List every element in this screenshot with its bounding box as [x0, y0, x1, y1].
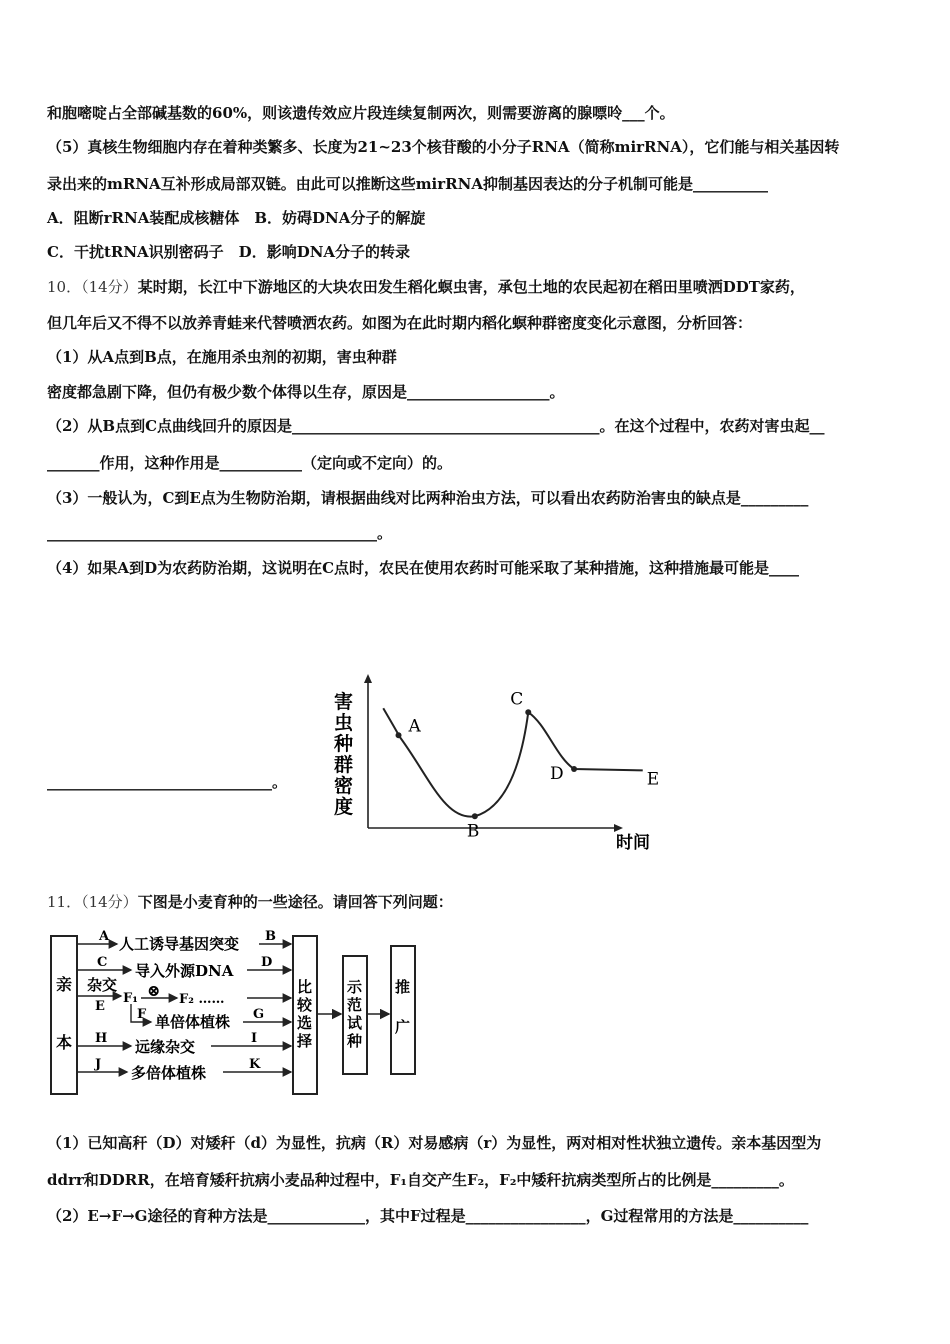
- q10-sub4-a: （4）如果A到D为农药防治期，这说明在C点时，农民在使用农药时可能采取了某种措施，这种措施最可能是____: [47, 559, 800, 577]
- point-b: [472, 813, 478, 819]
- compare-char-2: 较: [297, 996, 313, 1014]
- compare-char-4: 择: [297, 1032, 313, 1050]
- letter-j: J: [95, 1057, 102, 1072]
- demo-char-3: 试: [347, 1014, 363, 1032]
- q10-line-2: 但几年后又不得不以放养青蛙来代替喷洒农药。如图为在此时期内稻化螟种群密度变化示意图，分析回答：: [47, 314, 753, 332]
- q10-sub3-a: （3）一般认为，C到E点为生物防治期，请根据曲线对比两种治虫方法，可以看出农药防治害虫的缺点是_________: [47, 489, 809, 507]
- point-label-d: D: [550, 764, 564, 784]
- point-c: [525, 709, 531, 715]
- f1-label: F₁: [123, 991, 138, 1006]
- f2-label: F₂ ……: [179, 992, 225, 1007]
- promote-char-1: 推: [395, 978, 411, 996]
- q10-sub2-b: _______作用，这种作用是___________（定向或不定向）的。: [47, 454, 453, 472]
- q11-number: 11．（14分）: [47, 893, 138, 911]
- q11-sub1-a: （1）已知高秆（D）对矮秆（d）为显性，抗病（R）对易感病（r）为显性，两对相对性状独立遗传。亲本基因型为: [47, 1134, 822, 1152]
- option-cd: C．干扰tRNA识别密码子 D．影响DNA分子的转录: [47, 243, 411, 261]
- q10-sub4-b: ______________________________。: [47, 773, 288, 791]
- point-label-c: C: [510, 689, 524, 710]
- q10-number: 10．（14分）: [47, 278, 138, 296]
- q10-line-1: 10．（14分）某时期，长江中下游地区的大块农田发生稻化螟虫害，承包土地的农民起初在稻田里喷洒DDT家药，: [47, 278, 805, 296]
- letter-d: D: [261, 955, 273, 970]
- y-axis-label-char: 密: [334, 775, 354, 797]
- q10-sub1-a: （1）从A点到B点，在施用杀虫剂的初期，害虫种群: [47, 348, 397, 366]
- letter-b: B: [265, 929, 276, 944]
- q11-sub1-b: ddrr和DDRR，在培育矮秆抗病小麦品种过程中，F₁自交产生F₂，F₂中矮秆抗病类型所占的比例是_________。: [47, 1171, 794, 1189]
- parent-char-2: 本: [56, 1033, 73, 1052]
- y-axis-label: [333, 690, 353, 818]
- letter-h: H: [95, 1031, 108, 1046]
- parent-box: [51, 936, 77, 1094]
- curve-points: [396, 689, 660, 841]
- letter-i: I: [251, 1031, 258, 1046]
- path6-label: 多倍体植株: [131, 1064, 207, 1082]
- y-axis-label-char: 害: [334, 691, 354, 713]
- x-axis-label: 时间: [616, 833, 650, 853]
- path3-label: 杂交: [87, 976, 118, 994]
- text-line-2: （5）真核生物细胞内存在着种类繁多、长度为21~23个核苷酸的小分子RNA（简称mirRNA），它们能与相关基因转: [47, 138, 840, 156]
- point-a: [396, 732, 402, 738]
- compare-char-3: 选: [297, 1014, 313, 1032]
- q10-sub2-a: （2）从B点到C点曲线回升的原因是_________________________________________。在这个过程中，农药对害虫起__: [47, 417, 825, 435]
- selfing-icon: ⊗: [147, 981, 161, 1000]
- letter-f: F: [137, 1007, 147, 1022]
- option-ab: A．阻断rRNA装配成核糖体 B．妨碍DNA分子的解旋: [47, 209, 426, 227]
- density-curve: [383, 708, 642, 816]
- letter-g: G: [253, 1007, 265, 1022]
- demo-char-4: 种: [347, 1032, 363, 1050]
- pest-density-chart: [328, 668, 668, 853]
- y-axis-label-char: 群: [334, 754, 354, 776]
- y-axis-label-char: 度: [334, 796, 354, 818]
- promote-box: [391, 946, 415, 1074]
- q10-sub1-b: 密度都急剧下降，但仍有极少数个体得以生存，原因是___________________。: [47, 383, 565, 401]
- letter-c: C: [97, 955, 108, 970]
- letter-a: A: [99, 929, 110, 944]
- text-line-3: 录出来的mRNA互补形成局部双链。由此可以推断这些mirRNA抑制基因表达的分子机制可能是__________: [47, 175, 768, 193]
- point-label-b: B: [466, 821, 480, 842]
- path1-label: 人工诱导基因突变: [119, 935, 240, 953]
- point-d: [571, 766, 577, 772]
- point-label-a: A: [408, 716, 421, 737]
- text-line-1: 和胞嘧啶占全部碱基数的60%，则该遗传效应片段连续复制两次，则需要游离的腺嘌呤___个。: [47, 104, 675, 122]
- demo-char-2: 范: [347, 996, 363, 1014]
- q11-line: 11．（14分）下图是小麦育种的一些途径。请回答下列问题：: [47, 893, 453, 911]
- promote-char-2: 广: [395, 1018, 411, 1036]
- y-axis-label-char: 虫: [334, 712, 354, 734]
- q11-sub2: （2）E→F→G途径的育种方法是_____________，其中F过程是________________，G过程常用的方法是__________: [47, 1207, 809, 1225]
- q10-sub3-b: ____________________________________________。: [47, 524, 393, 542]
- letter-k: K: [249, 1057, 261, 1072]
- y-axis-label-char: 种: [334, 733, 354, 755]
- path4-label: 单倍体植株: [155, 1013, 231, 1031]
- path2-label: 导入外源DNA: [135, 962, 234, 980]
- parent-char-1: 亲: [56, 975, 73, 994]
- compare-char-1: 比: [297, 978, 313, 996]
- demo-char-1: 示: [347, 978, 363, 996]
- y-axis-arrow: [364, 674, 372, 683]
- breeding-diagram: [47, 926, 427, 1096]
- letter-e: E: [95, 999, 105, 1014]
- x-axis-arrow: [614, 824, 623, 832]
- path5-label: 远缘杂交: [135, 1038, 196, 1056]
- point-label-e: E: [646, 769, 660, 790]
